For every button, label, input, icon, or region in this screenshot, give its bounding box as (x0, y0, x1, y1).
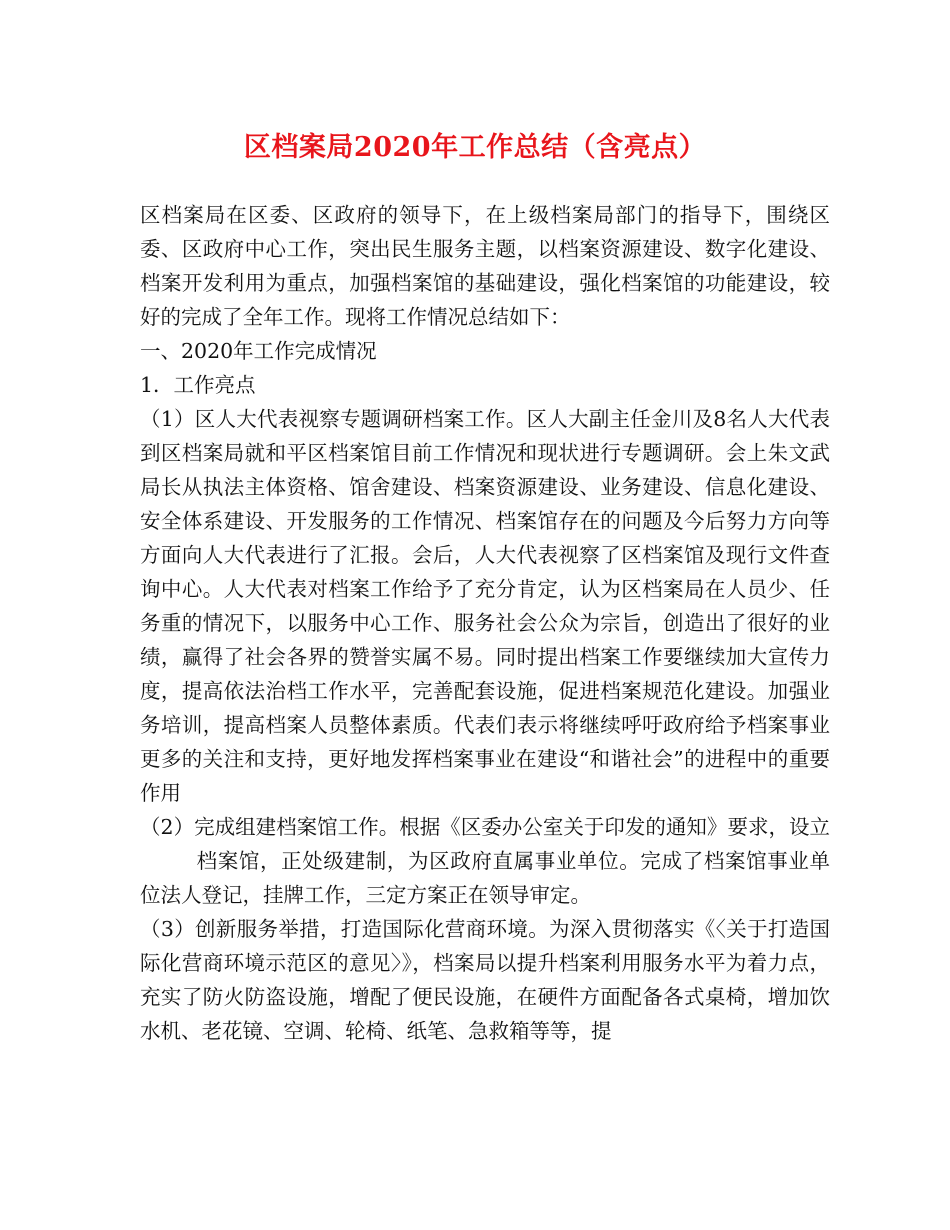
highlight-paragraph-2-part-2: 档案馆，正处级建制，为区政府直属事业单位。完成了档案馆事业单位法人登记，挂牌工作，三定方案正在领导审定。 (140, 849, 830, 907)
section-heading: 一、2020年工作完成情况 (140, 339, 377, 363)
intro-paragraph: 区档案局在区委、区政府的领导下，在上级档案局部门的指导下，围绕区委、区政府中心工作，突出民生服务主题，以档案资源建设、数字化建设、档案开发利用为重点，加强档案馆的基础建设，强化档案馆的功能建设，较好的完成了全年工作。现将工作情况总结如下： (140, 203, 830, 329)
highlight-paragraph-2-part-1: （2）完成组建档案馆工作。根据《区委办公室关于印发的通知》要求，设立 (140, 815, 830, 839)
subsection-heading: 1．工作亮点 (140, 373, 256, 397)
highlight-paragraph-2 (140, 810, 830, 912)
highlight-paragraph-3: （3）创新服务举措，打造国际化营商环境。为深入贯彻落实《〈关于打造国际化营商环境示范区的意见〉》，档案局以提升档案利用服务水平为着力点，充实了防火防盗设施，增配了便民设施，在硬件方面配备各式桌椅，增加饮水机、老花镜、空调、轮椅、纸笔、急救箱等等，提 (140, 917, 830, 1043)
document-body (140, 198, 830, 1048)
document-title: 区档案局2020年工作总结（含亮点） (243, 132, 707, 163)
highlight-paragraph-1: （1）区人大代表视察专题调研档案工作。区人大副主任金川及8名人大代表到区档案局就和平区档案馆目前工作情况和现状进行专题调研。会上朱文武局长从执法主体资格、馆舍建设、档案资源建设、业务建设、信息化建设、安全体系建设、开发服务的工作情况、档案馆存在的问题及今后努力方向等方面向人大代表进行了汇报。会后，人大代表视察了区档案馆及现行文件查询中心。人大代表对档案工作给予了充分肯定，认为区档案局在人员少、任务重的情况下，以服务中心工作、服务社会公众为宗旨，创造出了很好的业绩，赢得了社会各界的赞誉实属不易。同时提出档案工作要继续加大宣传力度，提高依法治档工作水平，完善配套设施，促进档案规范化建设。加强业务培训，提高档案人员整体素质。代表们表示将继续呼吁政府给予档案事业更多的关注和支持，更好地发挥档案事业在建设“和谐社会”的进程中的重要作用 (140, 407, 830, 805)
